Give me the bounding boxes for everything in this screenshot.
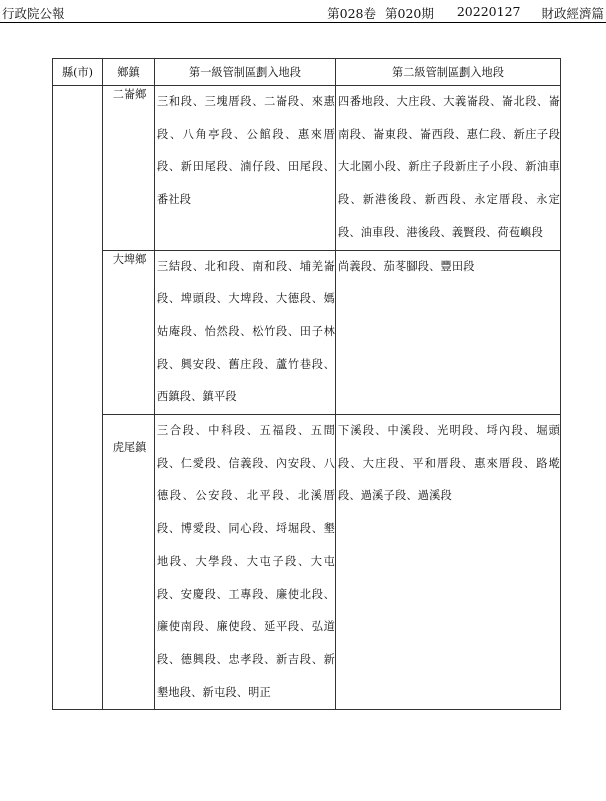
town-cell: 二崙鄉	[103, 86, 155, 251]
level1-cell	[155, 415, 336, 710]
level2-cell	[336, 250, 561, 415]
column-header-town: 鄉鎮	[103, 59, 155, 86]
level2-text: 尚義段、茄苳腳段、豐田段	[338, 259, 475, 273]
table-row	[53, 415, 561, 710]
control-zone-table	[52, 58, 561, 710]
level2-cell	[336, 86, 561, 251]
level1-text: 三結段、北和段、南和段、埔羌崙段、埤頭段、大埤段、大德段、媽姑庵段、怡然段、松竹段、田子林段、興安段、舊庄段、蘆竹巷段、西鎮段、鎮平段	[157, 259, 335, 404]
section-name: 財政經濟篇	[541, 6, 604, 21]
level1-text: 三合段、中科段、五福段、五間段、仁愛段、信義段、內安段、八德段、公安段、北平段、北溪厝段、博愛段、同心段、埒堀段、墾地段、大學段、大屯子段、大屯段、安慶段、工專段、廉使北段、廉使南段、廉使段、延平段、弘道段、德興段、忠孝段、新吉段、新墾地段、新屯段、明正	[157, 424, 335, 699]
town-cell: 大埤鄉	[103, 250, 155, 415]
town-cell: 虎尾鎮	[103, 415, 155, 710]
level2-cell	[336, 415, 561, 710]
county-cell	[53, 86, 103, 710]
column-header-level1: 第一級管制區劃入地段	[155, 59, 336, 86]
level2-text: 下溪段、中溪段、光明段、埒內段、堀頭段、大庄段、平和厝段、惠來厝段、路墘段、過溪子段、過溪段	[338, 424, 560, 503]
publication-date: 20220127	[456, 4, 521, 19]
level1-text: 三和段、三塊厝段、二崙段、來惠段、八角亭段、公館段、惠來厝段、新田尾段、湳仔段、田尾段、番社段	[157, 95, 335, 207]
table-row	[53, 250, 561, 415]
publication-title: 行政院公報	[2, 6, 65, 21]
issue-number: 第020期	[385, 6, 434, 21]
column-header-level2: 第二級管制區劃入地段	[336, 59, 561, 86]
level1-cell	[155, 86, 336, 251]
table-row	[53, 86, 561, 251]
level1-cell	[155, 250, 336, 415]
volume-number: 第028卷	[327, 6, 376, 21]
table-header-row	[53, 59, 561, 86]
issue-info	[327, 4, 604, 22]
column-header-county: 縣(市)	[53, 59, 103, 86]
level2-text: 四番地段、大庄段、大義崙段、崙北段、崙南段、崙東段、崙西段、惠仁段、新庄子段大北園小段、新庄子段新庄子小段、新油車段、新港後段、新西段、永定厝段、永定段、油車段、港後段、義賢段、荷苞嶼段	[338, 95, 560, 239]
page-header	[0, 0, 606, 23]
